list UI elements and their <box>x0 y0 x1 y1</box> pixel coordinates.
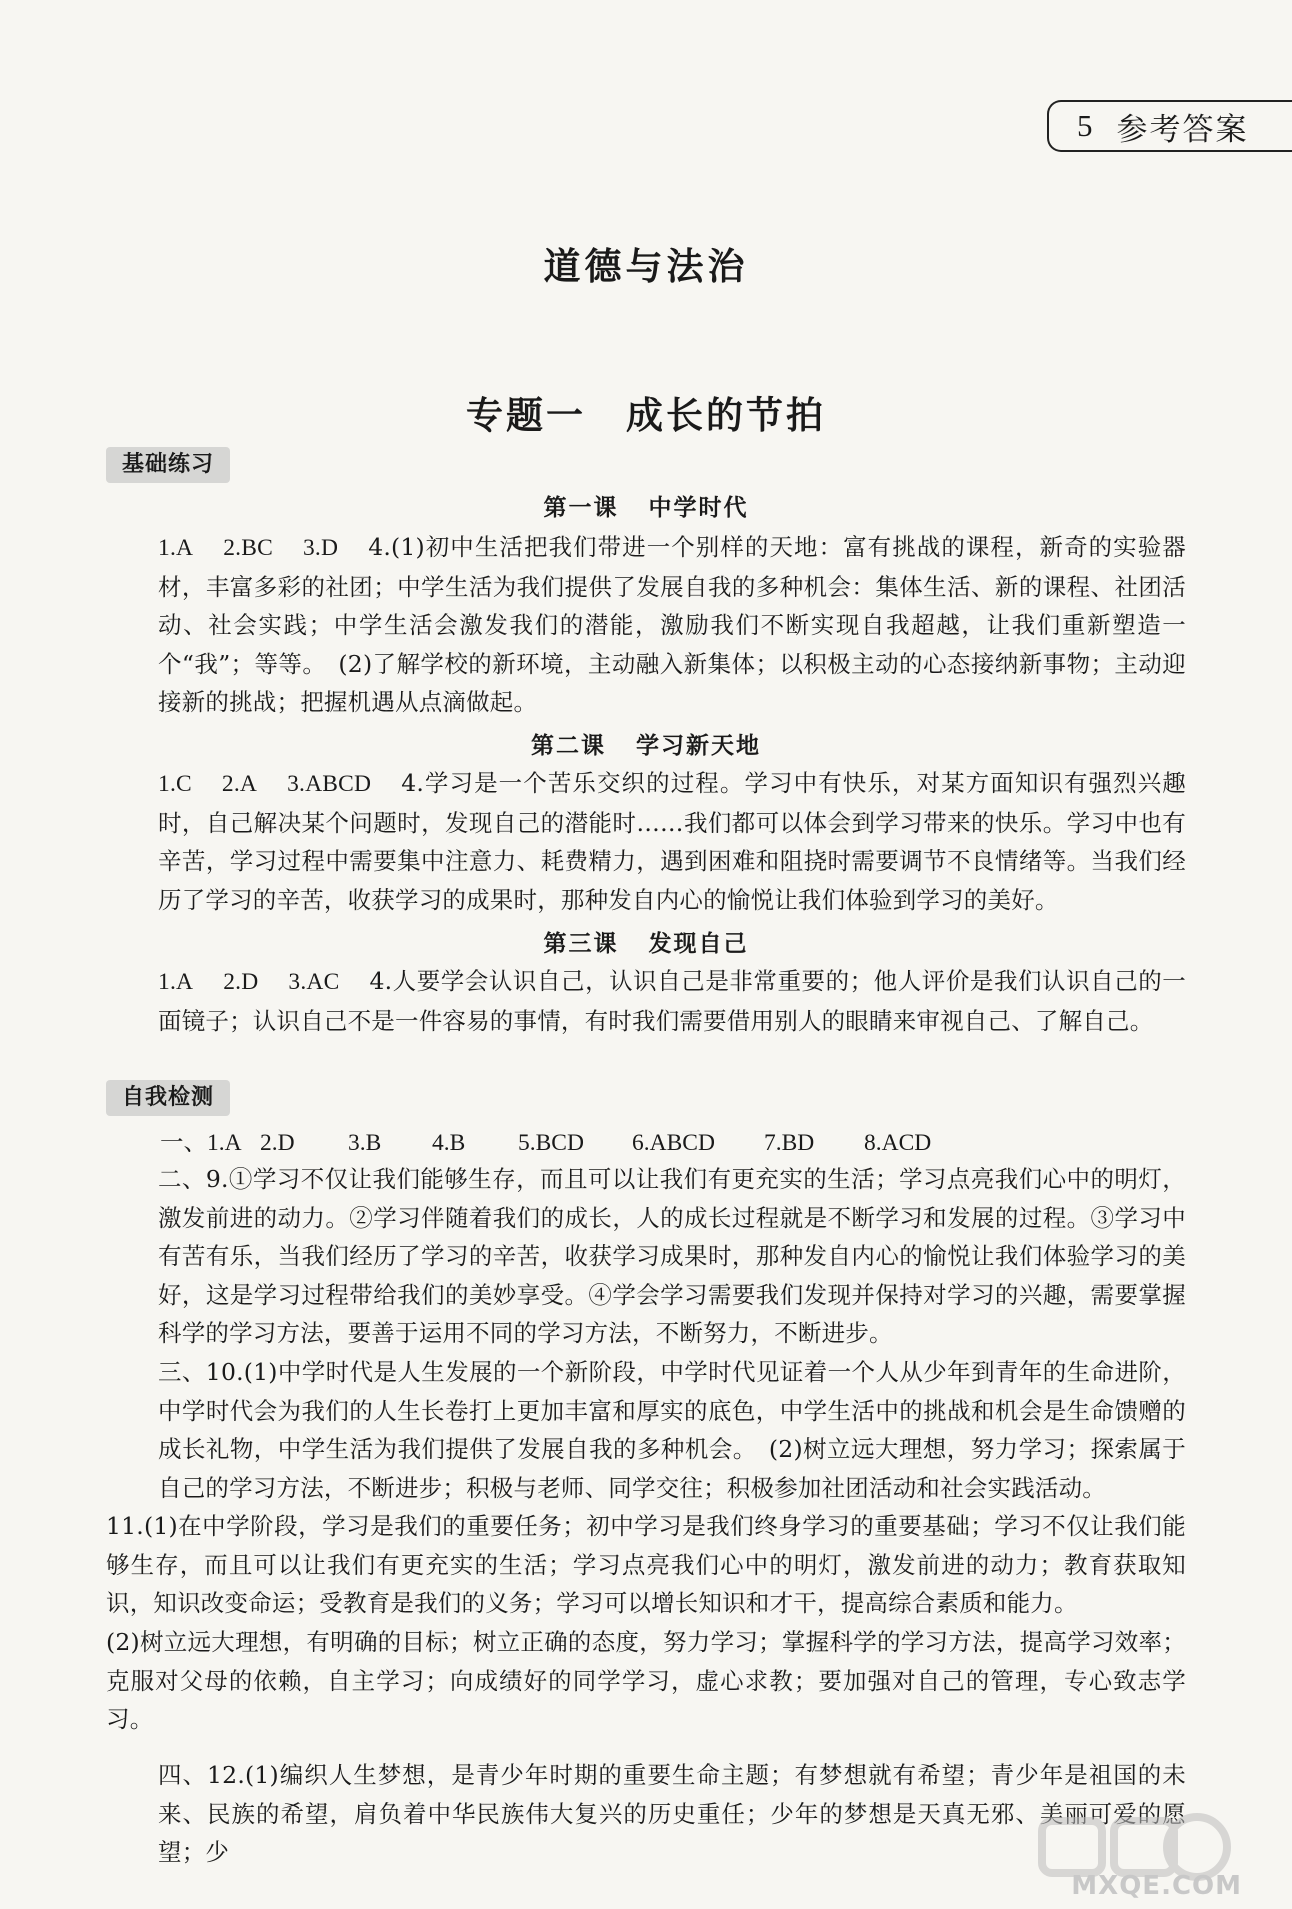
lesson2-text: 4.学习是一个苦乐交织的过程。学习中有快乐，对某方面知识有强烈兴趣时，自己解决某个问题时，发现自己的潜能时……我们都可以体会到学习带来的快乐。学习中也有辛苦，学习过程中需要集中注意力、耗费精力，遇到困难和阻挠时需要调节不良情绪等。当我们经历了学习的辛苦，收获学习的成果时，那种发自内心的愉悦让我们体验到学习的美好。 <box>158 769 1186 914</box>
lesson3-name: 发现自己 <box>648 931 749 957</box>
self-check-tag: 自我检测 <box>106 1080 230 1116</box>
subject-title: 道德与法治 <box>543 244 749 288</box>
lesson2-name: 学习新天地 <box>636 733 761 759</box>
lesson1-title <box>0 489 1292 522</box>
topic-title <box>0 385 1292 439</box>
answer: 3.B <box>348 1130 382 1156</box>
lesson1-name: 中学时代 <box>648 495 749 521</box>
self-check-part4: 四、12.(1)编织人生梦想，是青少年时期的重要生命主题；有梦想就有希望；青少年是祖国的未来、民族的希望，肩负着中华民族伟大复兴的历史重任；少年的梦想是天真无邪、美丽可爱的愿望；少 <box>158 1761 1186 1866</box>
answer: 2.A <box>221 771 258 797</box>
lesson2-label: 第二课 <box>531 733 606 759</box>
self-check-q11-part2: (2)树立远大理想，有明确的目标；树立正确的态度，努力学习；掌握科学的学习方法，提高学习效率；克服对父母的依赖，自主学习；向成绩好的同学学习，虚心求教；要加强对自己的管理，专心致志学习。 <box>106 1628 1186 1733</box>
answer: 2.D <box>223 969 259 995</box>
answer: 1.C <box>158 771 192 797</box>
answer: 一、1.A <box>160 1130 242 1156</box>
answer: 6.ABCD <box>632 1130 715 1156</box>
lesson2-answers <box>106 764 1186 919</box>
page-number: 5 <box>1077 108 1095 143</box>
answer: 2.D <box>260 1130 295 1156</box>
answer: 3.ABCD <box>287 771 372 797</box>
basic-practice-tag: 基础练习 <box>106 447 230 483</box>
topic-name: 成长的节拍 <box>626 393 826 437</box>
self-check-q11-part1: 11.(1)在中学阶段，学习是我们的重要任务；初中学习是我们终身学习的重要基础；学习不仅让我们能够生存，而且可以让我们有更充实的生活；学习点亮我们心中的明灯，激发前进的动力；教育获取知识，知识改变命运；受教育是我们的义务；学习可以增长知识和才干，提高综合素质和能力。 <box>106 1512 1186 1617</box>
self-check-part3: 三、10.(1)中学时代是人生发展的一个新阶段，中学时代见证着一个人从少年到青年的生命进阶，中学时代会为我们的人生长卷打上更加丰富和厚实的底色，中学生活中的挑战和机会是生命馈赠的成长礼物，中学生活为我们提供了发展自我的多种机会。 (2)树立远大理想，努力学习；探索属于自己的学习方法，不断进步；积极与老师、同学交往；积极参加社团活动和社会实践活动。 <box>158 1358 1186 1502</box>
answer: 1.A <box>158 969 194 995</box>
answer: 7.BD <box>764 1130 815 1156</box>
answer: 3.AC <box>288 969 340 995</box>
self-check-part1 <box>160 1124 1060 1162</box>
watermark-text: MXQE.COM <box>1071 1871 1242 1901</box>
self-check-part2: 二、9.①学习不仅让我们能够生存，而且可以让我们有更充实的生活；学习点亮我们心中的明灯，激发前进的动力。②学习伴随着我们的成长，人的成长过程就是不断学习和发展的过程。③学习中有苦有乐，当我们经历了学习的辛苦，收获学习成果时，那种发自内心的愉悦让我们体验学习的美好，这是学习过程带给我们的美妙享受。④学会学习需要我们发现并保持对学习的兴趣，需要掌握科学的学习方法，要善于运用不同的学习方法，不断努力，不断进步。 <box>158 1165 1186 1347</box>
lesson3-text: 4.人要学会认识自己，认识自己是非常重要的；他人评价是我们认识自己的一面镜子；认识自己不是一件容易的事情，有时我们需要借用别人的眼睛来审视自己、了解自己。 <box>158 967 1186 1035</box>
answer: 5.BCD <box>518 1130 584 1156</box>
answer: 3.D <box>302 535 339 561</box>
lesson2-title <box>0 727 1292 760</box>
page-header-tab <box>1047 100 1292 152</box>
lesson1-label: 第一课 <box>543 495 619 521</box>
lesson3-label: 第三课 <box>543 931 619 957</box>
lesson1-answers <box>106 528 1186 722</box>
lesson1-text: 4.(1)初中生活把我们带进一个别样的天地：富有挑战的课程，新奇的实验器材，丰富多彩的社团；中学生活为我们提供了发展自我的多种机会：集体生活、新的课程、社团活动、社会实践；中学生活会激发我们的潜能，激励我们不断实现自我超越，让我们重新塑造一个“我”；等等。 (2)了解学校的新环境，主动融入新集体；以积极主动的心态接纳新事物；主动迎接新的挑战；把握机遇从点滴做起。 <box>158 533 1186 716</box>
answer: 8.ACD <box>864 1130 932 1156</box>
answer: 1.A <box>158 535 194 561</box>
topic-label: 专题一 <box>466 393 586 437</box>
lesson3-answers <box>106 962 1186 1040</box>
answer: 2.BC <box>223 535 273 561</box>
section-label: 参考答案 <box>1116 111 1249 148</box>
lesson3-title <box>0 925 1292 958</box>
answer: 4.B <box>432 1130 466 1156</box>
